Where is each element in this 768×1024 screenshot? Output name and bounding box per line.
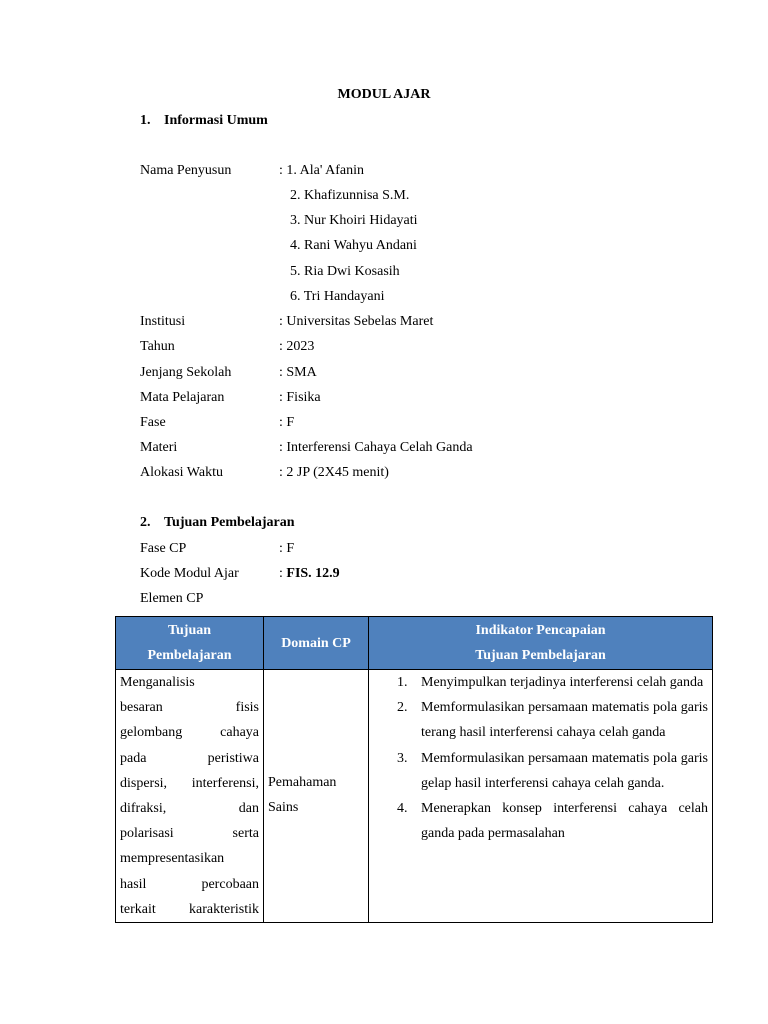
indikator-text: Menyimpulkan terjadinya interferensi celah ganda [421, 675, 704, 690]
info-row-penyusun [140, 161, 364, 181]
kode-label: Kode Modul Ajar [140, 566, 239, 581]
fase-label: Fase [140, 415, 166, 430]
tujuan-cell [116, 670, 264, 923]
author-line: 4. Rani Wahyu Andani [290, 238, 417, 253]
section-2-number: 2. [140, 515, 151, 530]
info-row-institusi [140, 312, 433, 332]
header-indikator-line2: Tujuan Pembelajaran [475, 648, 606, 663]
info-row-materi [140, 438, 473, 458]
table-header-row [116, 617, 713, 670]
indikator-text: Memformulasikan persamaan matematis pola garis terang hasil interferensi cahaya celah ganda [421, 700, 708, 741]
alokasi-label: Alokasi Waktu [140, 465, 223, 480]
indikator-text: Memformulasikan persamaan matematis pola garis gelap hasil interferensi cahaya celah ganda. [421, 750, 708, 791]
tujuan-line: besaran fisis [120, 700, 259, 716]
kode-prefix: : [279, 566, 287, 581]
header-indikator-line1: Indikator Pencapaian [475, 623, 606, 638]
section-2-heading [140, 515, 295, 531]
institusi-label: Institusi [140, 314, 186, 329]
indikator-item [373, 796, 708, 846]
indikator-item [373, 746, 708, 796]
tujuan-line: gelombang cahaya [120, 725, 259, 741]
tujuan-line: hasil percobaan [120, 876, 259, 892]
header-tujuan-line1: Tujuan [167, 623, 212, 638]
mapel-label: Mata Pelajaran [140, 390, 225, 405]
domain-cell [264, 670, 369, 923]
kode-code: FIS. 12.9 [286, 566, 340, 581]
materi-label: Materi [140, 440, 178, 455]
fasecp-value: : F [279, 541, 295, 556]
indikator-item [373, 670, 708, 695]
mapel-value: : Fisika [279, 390, 321, 405]
alokasi-value: : 2 JP (2X45 menit) [279, 465, 389, 480]
indikator-number: 3. [397, 750, 408, 766]
indikator-text: Menerapkan konsep interferensi cahaya celah ganda pada permasalahan [421, 801, 708, 842]
header-tujuan [116, 617, 264, 670]
section-2-title: Tujuan Pembelajaran [164, 515, 295, 530]
jenjang-label: Jenjang Sekolah [140, 365, 232, 380]
author-line: 5. Ria Dwi Kosasih [290, 264, 400, 279]
header-domain: Domain CP [264, 617, 369, 670]
domain-line: Sains [268, 800, 299, 816]
section-1-heading [140, 113, 268, 129]
info-row-tahun [140, 337, 314, 357]
tujuan-line: dispersi, interferensi, [120, 775, 259, 791]
section-1-number: 1. [140, 113, 151, 128]
tahun-label: Tahun [140, 339, 175, 354]
indikator-number: 2. [397, 700, 408, 716]
indikator-cell [369, 670, 713, 923]
tujuan-line: Menganalisis [120, 675, 195, 690]
info-row-fasecp [140, 539, 294, 559]
info-row-jenjang [140, 363, 317, 383]
indikator-number: 4. [397, 801, 408, 817]
indikator-number: 1. [397, 675, 408, 690]
info-row-mapel [140, 388, 321, 408]
author-line: 6. Tri Handayani [290, 289, 385, 304]
jenjang-value: : SMA [279, 365, 317, 380]
table-row [116, 670, 713, 923]
info-row-elemen [140, 589, 279, 609]
tujuan-line: pada peristiwa [120, 750, 259, 766]
author-line: 2. Khafizunnisa S.M. [290, 188, 410, 203]
penyusun-first-value: : 1. Ala' Afanin [279, 163, 364, 178]
domain-line: Pemahaman [268, 775, 337, 790]
info-row-fase [140, 413, 294, 433]
tujuan-line: polarisasi serta [120, 826, 259, 842]
tujuan-line: difraksi, dan [120, 800, 259, 816]
tahun-value: : 2023 [279, 339, 315, 354]
page-title: MODUL AJAR [337, 87, 431, 102]
info-row-kode [140, 564, 340, 584]
header-tujuan-line2: Pembelajaran [147, 648, 232, 663]
fase-value: : F [279, 415, 295, 430]
kode-value [279, 564, 340, 584]
indikator-item [373, 695, 708, 745]
section-1-title: Informasi Umum [164, 113, 268, 128]
author-line: 3. Nur Khoiri Hidayati [290, 213, 418, 228]
elemen-label: Elemen CP [140, 591, 204, 606]
penyusun-label: Nama Penyusun [140, 163, 232, 178]
indikator-list [373, 670, 708, 846]
tujuan-pembelajaran-table [115, 616, 713, 923]
tujuan-line: mempresentasikan [120, 851, 225, 867]
tujuan-line: terkait karakteristik [120, 901, 259, 917]
institusi-value: : Universitas Sebelas Maret [279, 314, 434, 329]
info-row-alokasi [140, 463, 389, 483]
materi-value: : Interferensi Cahaya Celah Ganda [279, 440, 473, 455]
fasecp-label: Fase CP [140, 541, 187, 556]
header-indikator [369, 617, 713, 670]
